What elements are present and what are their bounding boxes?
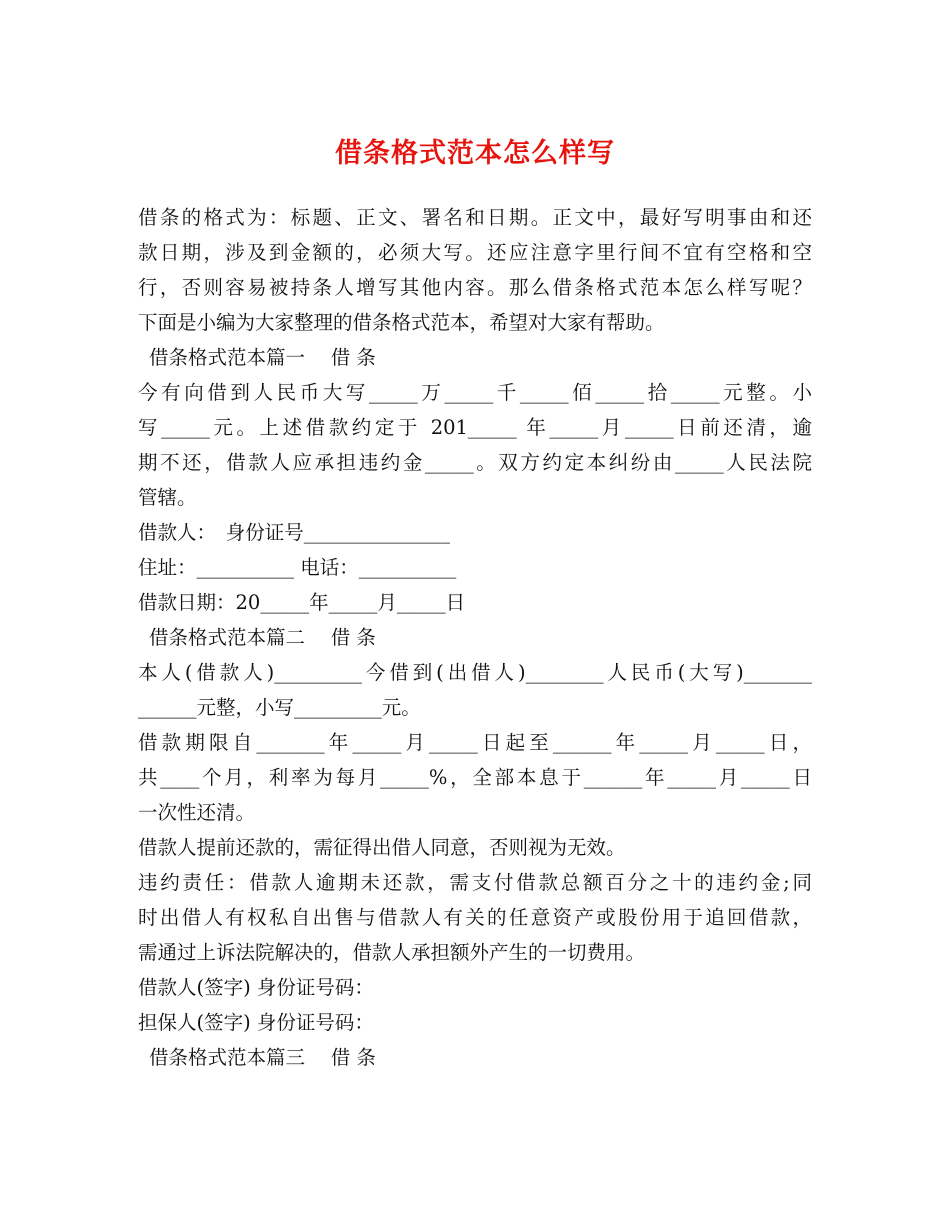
section-one-line: 期不还，借款人应承担违约金_____。双方约定本纠纷由_____人民法院 (138, 451, 812, 474)
section-three-heading: 借条格式范本篇三 借 条 (149, 1046, 376, 1069)
section-one (138, 340, 812, 620)
section-two-line: ______元整，小写_________元。 (138, 696, 421, 719)
section-two-line: 时出借人有权私自出售与借款人有关的任意资产或股份用于追回借款， (138, 906, 812, 929)
section-two-line: 违约责任：借款人逾期未还款，需支付借款总额百分之十的违约金;同 (138, 871, 812, 894)
intro-line: 行，否则容易被持条人增写其他内容。那么借条格式范本怎么样写呢？ (138, 276, 812, 299)
intro-line: 借条的格式为：标题、正文、署名和日期。正文中，最好写明事由和还 (138, 206, 812, 229)
section-two-line: 借款期限自_______年_____月_____日起至______年_____月_____日， (138, 731, 812, 754)
section-two-line: 借款人提前还款的，需征得出借人同意，否则视为无效。 (138, 836, 626, 859)
section-two-line: 本人(借款人)_________今借到(出借人)________人民币(大写)_______ (138, 661, 812, 684)
borrower-id-line: 借款人： 身份证号_______________ (138, 521, 451, 544)
section-three (138, 1040, 812, 1075)
section-two (138, 620, 812, 1040)
address-phone-line: 住址：__________ 电话：__________ (138, 556, 457, 579)
borrower-signature-line: 借款人(签字) 身份证号码： (138, 976, 374, 999)
loan-date-line: 借款日期：20_____年_____月_____日 (138, 591, 466, 614)
guarantor-signature-line: 担保人(签字) 身份证号码： (138, 1011, 374, 1034)
section-two-heading: 借条格式范本篇二 借 条 (149, 626, 376, 649)
document-body (138, 200, 812, 1075)
section-two-line: 需通过上诉法院解决的，借款人承担额外产生的一切费用。 (138, 941, 646, 964)
section-two-line: 一次性还清。 (138, 801, 256, 824)
section-one-line: 今有向借到人民币大写_____万_____千_____佰_____拾_____元整。小 (138, 381, 812, 404)
section-one-line: 管辖。 (138, 486, 197, 509)
section-two-line: 共____个月，利率为每月_____%，全部本息于______年_____月_____日 (138, 766, 812, 789)
intro-paragraph (138, 200, 812, 340)
section-one-heading: 借条格式范本篇一 借 条 (149, 346, 376, 369)
intro-line: 下面是小编为大家整理的借条格式范本，希望对大家有帮助。 (138, 311, 665, 334)
intro-line: 款日期，涉及到金额的，必须大写。还应注意字里行间不宜有空格和空 (138, 241, 812, 264)
document-title: 借条格式范本怎么样写 (335, 138, 615, 169)
section-one-line: 写_____元。上述借款约定于 201_____ 年_____月_____日前还清，逾 (138, 416, 812, 439)
